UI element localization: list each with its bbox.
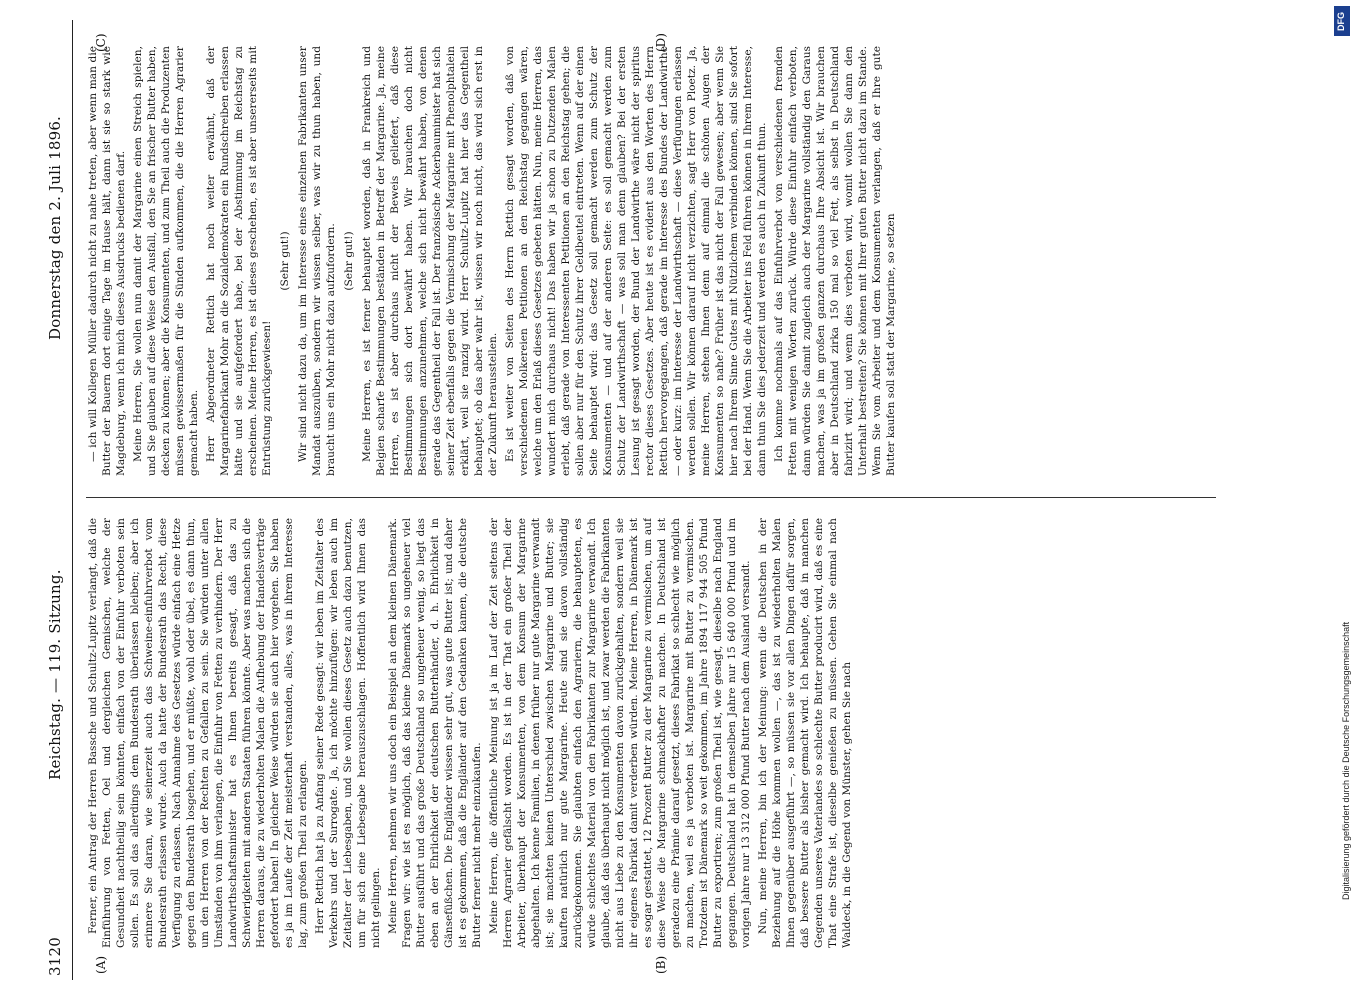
paragraph: Wir sind nicht dazu da, um im Interesse eines einzelnen Fabrikanten unser Mandat auszuüben, sondern wir wissen selber, was wir zu thun haben, und braucht uns ein Mohr nicht dazu aufzufordern. [297, 46, 337, 476]
paragraph: Nun, meine Herren, bin ich der Meinung: wenn die Deutschen in der Beziehung auf die Höhe kommen wollen —, das ist zu wiederholten Malen Ihnen gegenüber ausgeführt —, so müssen sie vor allen Dingen dafür sorgen, daß bessere Butter als bisher gemacht wird. Ich behaupte, daß in manchen Gegenden unseres Vaterlandes so schlechte Butter producirt wird, daß es eine That eine Strafe ist, dieselbe genießen zu müssen. Gehen Sie einmal nach Waldeck, in die Gegend von Münster, gehen Sie nach [757, 518, 853, 948]
paragraph: Meine Herren, Sie wollen nun damit der Margarine einen Streich spielen, und Sie glauben auf diese Weise den Ausfall, den Sie an frischer Butter haben, decken zu können; aber die Konsumenten, und zum Theil auch die Produzenten müssen gewissermaßen für die Sünden aufkommen, die die Herren Agrarier gemacht haben. [132, 46, 200, 476]
session-date: Donnerstag den 2. Juli 1896. [46, 115, 64, 340]
page-number: 3120 [46, 937, 64, 976]
paragraph: Herr Abgeordneter Rettich hat noch weiter erwähnt, daß der Margarinefabrikant Mohr an die Sozialdemokraten ein Rundschreiben erlassen hätte und sie aufgefordert habe, bei der Abstimmung im Reichstag zu erscheinen. Meine Herren, es ist dieses geschehen, es ist aber unsererseits mit Entrüstung zurückgewiesen! [205, 46, 273, 476]
paragraph: Meine Herren, es ist ferner behauptet worden, daß in Frankreich und Belgien scharfe Bestimmungen beständen in Betreff der Margarine. Ja, meine Herren, es ist aber durchaus nicht der Beweis geliefert, daß diese Bestimmungen sich dort bewährt haben. Wir brauchen doch nicht Bestimmungen anzunehmen, welche sich nicht bewährt haben, von denen gerade das Gegentheil der Fall ist. Der französische Ackerbauminister hat sich seiner Zeit ebenfalls gegen die Vermischung der Margarine mit Phenolphtalein erklärt, weil sie ranzig wird. Herr Schultz-Lupitz hat hier das Gegentheil behauptet; ob das aber wahr ist, wissen wir noch nicht, das wird sich erst in der Zukunft herausstellen. [361, 46, 499, 476]
paragraph: Ich komme nochmals auf das Einfuhrverbot von verschiedenen fremden Fetten mit wenigen Worten zurück. Würde diese Einfuhr einfach verboten, dann würden Sie damit zugleich auch der Margarine vollständig den Garaus machen, was ja im großen ganzen durchaus Ihre Absicht ist. Wir brauchen aber in Deutschland zirka 150 mal so viel Fett, als selbst in Deutschland fabrizirt wird; und wenn dies verboten wird, womit wollen Sie dann den Unterhalt bestreiten? Sie können mit Ihrer guten Butter nicht dazu im Stande. Wenn Sie vom Arbeiter und dem Konsumenten verlangen, daß er Ihre gute Butter kaufen soll statt der Margarine, so setzen [773, 46, 897, 476]
paragraph: — ich will Kollegen Müller dadurch nicht zu nahe treten, aber wenn man die Butter der Bauern dort einige Tage im Hause hält, dann ist sie so stark wie Magdeburg, wenn ich mich dieses Ausdrucks bedienen darf. [87, 46, 127, 476]
paragraph: Es ist weiter von Seiten des Herrn Rettich gesagt worden, daß von verschiedenen Molkereien Petitionen an den Reichstag gegangen wären, welche um den Erlaß dieses Gesetzes gebeten hätten. Nun, meine Herren, das wundert mich durchaus nicht! Das haben wir ja schon zu Dutzenden Malen erlebt, daß gerade von Interessenten Petitionen an den Reichstag gehen; die sollen aber nur für den Schutz ihrer Geldbeutel eintreten. Wenn auf der einen Seite behauptet wird: das Gesetz soll gemacht werden zum Schutz der Konsumenten — und auf der anderen Seite: es soll gemacht werden zum Schutz der Landwirthschaft — was soll man denn glauben? Bei der ersten Lesung ist gesagt worden, der Bund der Landwirthe wäre nicht der spiritus rector dieses Gesetzes. Aber heute ist es evident aus den Worten des Herrn Rettich hervorgegangen, daß gerade im Interesse des Bundes der Landwirthe — oder kurz: im Interesse der Landwirthschaft — diese Verfügungen erlassen werden sollen. Wir können darauf nicht verzichten, sagt Herr von Ploetz. Ja, meine Herren, stehen Ihnen denn auf einmal die schönen Augen der Konsumenten so nahe? Früher ist das nicht der Fall gewesen; aber wenn Sie hier nach Ihrem Sinne Gutes mit Nützlichem verbinden können, sind Sie sofort bei der Hand. Wenn Sie die Arbeiter ins Feld führen können in Ihrem Interesse, dann thun Sie dies jederzeit und werden es auch in Zukunft thun. [504, 46, 768, 476]
dfg-logo [1334, 6, 1350, 36]
rotated-page [38, 20, 1278, 980]
header-rule [72, 20, 73, 980]
margin-marker-b: (B) [654, 955, 668, 974]
paragraph: Meine Herren, nehmen wir uns doch ein Beispiel an dem kleinen Dänemark. Fragen wir: wie ist es möglich, daß das kleine Dänemark so ungeheuer viel Butter ausführt und das große Deutschland so ungeheuer wenig, so liegt das eben an der Ehrlichkeit der deutschen Butterhändler, d. h. Ehrlichkeit in Gänsefüßchen. Die Engländer wissen sehr gut, was gute Butter ist; und daher ist es gekommen, daß die Engländer auf den Gedanken kamen, die deutsche Butter ferner nicht mehr einzukaufen. [387, 518, 483, 948]
margin-marker-d: (D) [654, 33, 668, 52]
session-title: Reichstag. — 119. Sitzung. [46, 569, 64, 780]
digitization-credit: Digitalisierung gefördert durch die Deutsche Forschungsgemeinschaft [1341, 621, 1351, 900]
paragraph: Herr Rettich hat ja zu Anfang seiner Rede gesagt: wir leben im Zeitalter des Verkehrs und der Surrogate. Ja, ich möchte hinzufügen: wir leben auch im Zeitalter der Liebesgaben, und Sie wollen dieses Gesetz auch dazu benutzen, um für sich eine Liebesgabe herauszuschlagen. Hoffentlich wird Ihnen das nicht gelingen. [314, 518, 382, 948]
dfg-logo-text: DFG [1336, 12, 1346, 31]
interjection: (Sehr gut!) [343, 231, 355, 291]
left-column [86, 518, 1216, 948]
interjection: (Sehr gut!) [279, 231, 291, 291]
paragraph: Meine Herren, die öffentliche Meinung ist ja im Lauf der Zeit seitens der Herren Agrarier gefälscht worden. Es ist in der That ein großer Theil der Arbeiter, überhaupt der Konsumenten, von dem Konsum der Margarine abgehalten. Ich kenne Familien, in denen früher nur gute Margarine verwandt ist; sie machten keinen Unterschied zwischen Margarine und Butter; sie kauften natürlich nur gute Margarine. Heute sind sie davon vollständig zurückgekommen. Sie glaubten einfach den Agrariern, die behaupteten, es würde schlechtes Material von den Fabrikanten zur Margarine verwandt. Ich glaube, daß das überhaupt nicht möglich ist, und zwar werden die Fabrikanten nicht aus Liebe zu den Konsumenten davon zurückgehalten, sondern weil sie ihr eigenes Fabrikat damit verderben würden. Meine Herren, in Dänemark ist es sogar gestattet, 12 Prozent Butter zu der Margarine zu vermischen, um auf diese Weise die Margarine schmackhafter zu machen. In Deutschland ist geradezu eine Prämie darauf gesetzt, dieses Fabrikat so schlecht wie möglich zu machen, weil es ja verboten ist. Margarine mit Butter zu vermischen. Trotzdem ist Dänemark so weit gekommen, im Jahre 1894 117 944 505 Pfund Butter zu exportiren; zum großen Theil ist, wie gesagt, dieselbe nach England gegangen. Deutschland hat in demselben Jahre nur 15 640 000 Pfund und im vorigen Jahre nur 13 312 000 Pfund Butter nach dem Ausland versandt. [488, 518, 752, 948]
paragraph: Ferner, ein Antrag der Herren Bassche und Schultz-Lupitz verlangt, daß die Einführung von Fetten, Oel und dergleichen Gemischen, welche der Gesundheit nachtheilig sein könnten, einfach von der Einfuhr verboten sein sollen. Es soll das allerdings dem Bundesrath überlassen bleiben; aber ich erinnere Sie daran, wie seinerzeit auch das Schweine-einfuhrverbot vom Bundesrath erlassen wurde. Auch da hatte der Bundesrath das Recht, diese Verfügung zu erlassen. Nach Annahme des Gesetzes würde einfach eine Hetze gegen den Bundesrath losgehen, und er müßte, wohl oder übel, es dann thun, um den Herren von der Rechten zu Gefallen zu sein. Sie würden unter allen Umständen von ihm verlangen, die Einfuhr von Fetten zu verhindern. Der Herr Landwirthschaftsminister hat es Ihnen bereits gesagt, daß das zu Schwierigkeiten mit anderen Staaten führen könnte. Aber was machen sich die Herren daraus, die zu wiederholten Malen die Aufhebung der Handelsverträge gefordert haben! In gleicher Weise würden sie auch hier vorgehen. Sie haben es ja im Laufe der Zeit meisterhaft verstanden, alles, was in ihrem Interesse lag, zum großen Theil zu erlangen. [87, 518, 309, 948]
margin-marker-c: (C) [94, 33, 108, 52]
margin-marker-a: (A) [94, 955, 108, 974]
right-column [86, 46, 1216, 476]
column-divider [86, 497, 1216, 498]
running-header [38, 20, 78, 980]
